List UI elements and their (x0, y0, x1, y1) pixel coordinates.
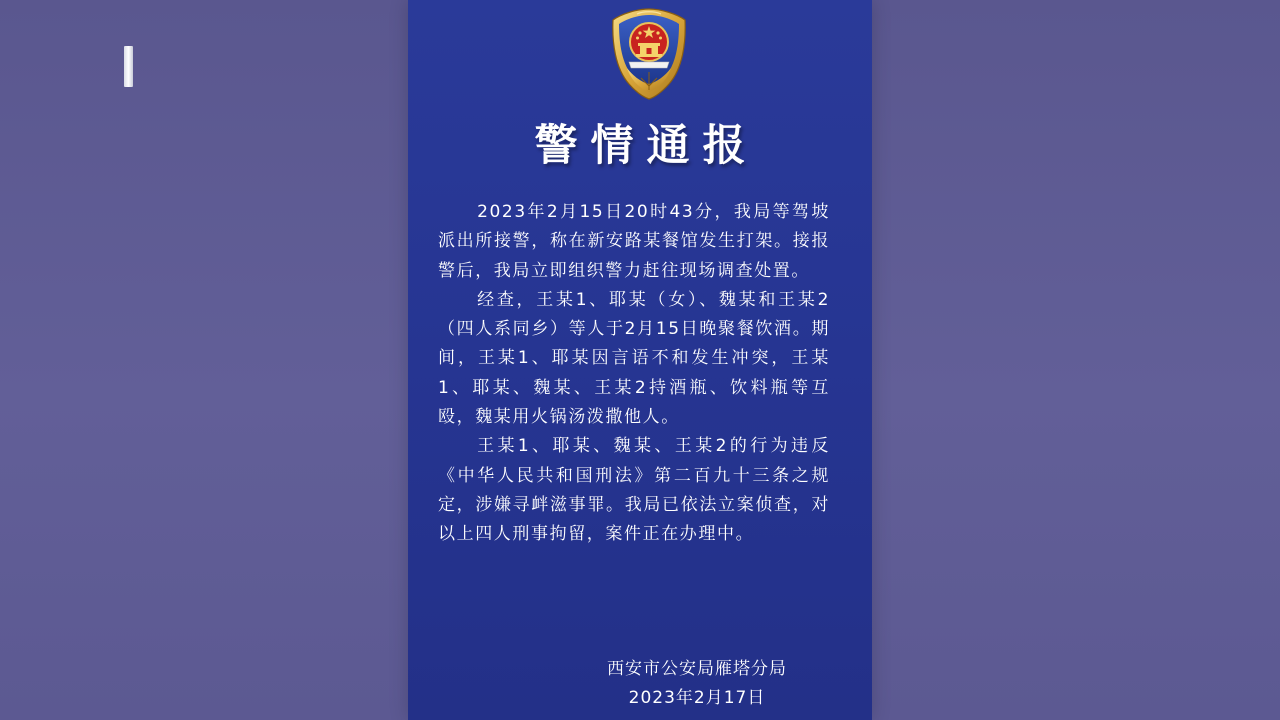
issue-date: 2023年2月17日 (628, 688, 766, 708)
notice-paragraph-1: 2023年2月15日20时43分，我局等驾坡派出所接警，称在新安路某餐馆发生打架。接报警后，我局立即组织警力赶往现场调查处置。 (438, 202, 830, 281)
notice-paragraph-3: 王某1、耶某、魏某、王某2的行为违反《中华人民共和国刑法》第二百九十三条之规定，涉嫌寻衅滋事罪。我局已依法立案侦查，对以上四人刑事拘留，案件正在办理中。 (438, 436, 830, 545)
issuer-name: 西安市公安局雁塔分局 (607, 659, 787, 679)
notice-title: 警情通报 (534, 121, 759, 171)
notice-signature (582, 655, 812, 713)
police-emblem-icon (607, 6, 691, 102)
police-notice-panel (408, 0, 872, 720)
notice-paragraph-2: 经查，王某1、耶某（女）、魏某和王某2（四人系同乡）等人于2月15日晚聚餐饮酒。期间，王某1、耶某因言语不和发生冲突，王某1、耶某、魏某、王某2持酒瓶、饮料瓶等互殴，魏某用火锅汤泼撒他人。 (438, 289, 830, 428)
side-marker (124, 46, 133, 87)
notice-body (438, 198, 830, 550)
